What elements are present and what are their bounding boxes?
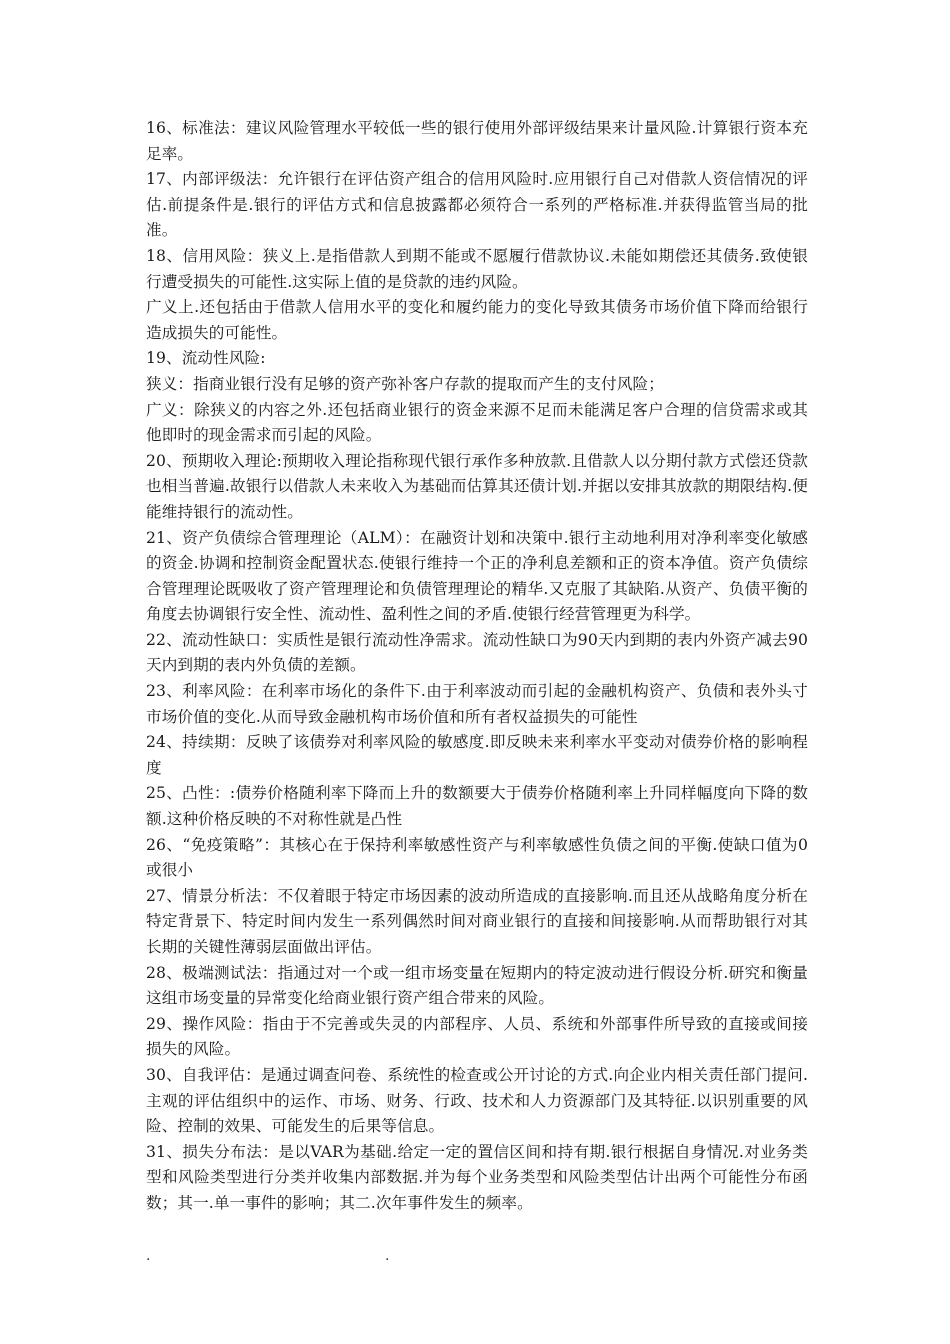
paragraph: 28、极端测试法：指通过对一个或一组市场变量在短期内的特定波动进行假设分析.研究和衡量这组市场变量的异常变化给商业银行资产组合带来的风险。	[146, 963, 808, 1008]
paragraph: 16、标准法：建议风险管理水平较低一些的银行使用外部评级结果来计量风险.计算银行资本充足率。	[146, 119, 808, 163]
paragraph: 25、凸性：:债券价格随利率下降而上升的数额要大于债券价格随利率上升同样幅度向下降的数额.这种价格反映的不对称性就是凸性	[146, 784, 808, 829]
paragraph: 广义：除狭义的内容之外.还包括商业银行的资金来源不足而未能满足客户合理的信贷需求或其他即时的现金需求而引起的风险。	[146, 400, 808, 445]
footer-dot-left: .	[146, 1248, 151, 1264]
document-body	[146, 116, 808, 1217]
paragraph: 24、持续期：反映了该债券对利率风险的敏感度.即反映未来利率水平变动对债券价格的影响程度	[146, 733, 808, 777]
paragraph: 18、信用风险：狭义上.是指借款人到期不能或不愿履行借款协议.未能如期偿还其债务.致使银行遭受损失的可能性.这实际上值的是贷款的违约风险。	[146, 246, 808, 291]
paragraph: 23、利率风险：在利率市场化的条件下.由于利率波动而引起的金融机构资产、负债和表外头寸市场价值的变化.从而导致金融机构市场价值和所有者权益损失的可能性	[146, 682, 808, 726]
paragraph: 17、内部评级法：允许银行在评估资产组合的信用风险时.应用银行自己对借款人资信情况的评估.前提条件是.银行的评估方式和信息披露都必须符合一系列的严格标准.并获得监管当局的批准。	[146, 170, 808, 240]
paragraph: 29、操作风险：指由于不完善或失灵的内部程序、人员、系统和外部事件所导致的直接或间接损失的风险。	[146, 1014, 808, 1059]
paragraph: 21、资产负债综合管理理论（ALM）：在融资计划和决策中.银行主动地利用对净利率变化敏感的资金.协调和控制资金配置状态.使银行维持一个正的净利息差额和正的资本净值。资产负债综合管理理论既吸收了资产管理理论和负债管理理论的精华.又克服了其缺陷.从资产、负债平衡的角度去协调银行安全性、流动性、盈利性之间的矛盾.使银行经营管理更为科学。	[146, 528, 808, 624]
paragraph: 26、“免疫策略”：其核心在于保持利率敏感性资产与利率敏感性负债之间的平衡.使缺口值为0或很小	[146, 835, 808, 880]
footer-dot-right: .	[385, 1248, 390, 1264]
paragraph: 19、流动性风险:	[146, 349, 266, 368]
paragraph: 22、流动性缺口：实质性是银行流动性净需求。流动性缺口为90天内到期的表内外资产减去90天内到期的表内外负债的差额。	[146, 630, 808, 675]
paragraph: 30、自我评估：是通过调查问卷、系统性的检查或公开讨论的方式.向企业内相关责任部门提问.主观的评估组织中的运作、市场、财务、行政、技术和人力资源部门及其特征.以识别重要的风险、控制的效果、可能发生的后果等信息。	[146, 1065, 808, 1136]
paragraph: 31、损失分布法：是以VAR为基础.给定一定的置信区间和持有期.银行根据自身情况.对业务类型和风险类型进行分类并收集内部数据.并为每个业务类型和风险类型估计出两个可能性分布函数；其一.单一事件的影响；其二.次年事件发生的频率。	[146, 1142, 808, 1212]
paragraph: 27、情景分析法：不仅着眼于特定市场因素的波动所造成的直接影响.而且还从战略角度分析在特定背景下、特定时间内发生一系列偶然时间对商业银行的直接和间接影响.从而帮助银行对其长期的关键性薄弱层面做出评估。	[146, 886, 808, 956]
paragraph: 狭义：指商业银行没有足够的资产弥补客户存款的提取而产生的支付风险；	[146, 374, 664, 393]
paragraph: 广义上.还包括由于借款人信用水平的变化和履约能力的变化导致其债务市场价值下降而给银行造成损失的可能性。	[146, 298, 808, 342]
paragraph: 20、预期收入理论:预期收入理论指称现代银行承作多种放款.且借款人以分期付款方式偿还贷款也相当普遍.故银行以借款人未来收入为基础而估算其还债计划.并据以安排其放款的期限结构.便能维持银行的流动性。	[146, 451, 808, 521]
